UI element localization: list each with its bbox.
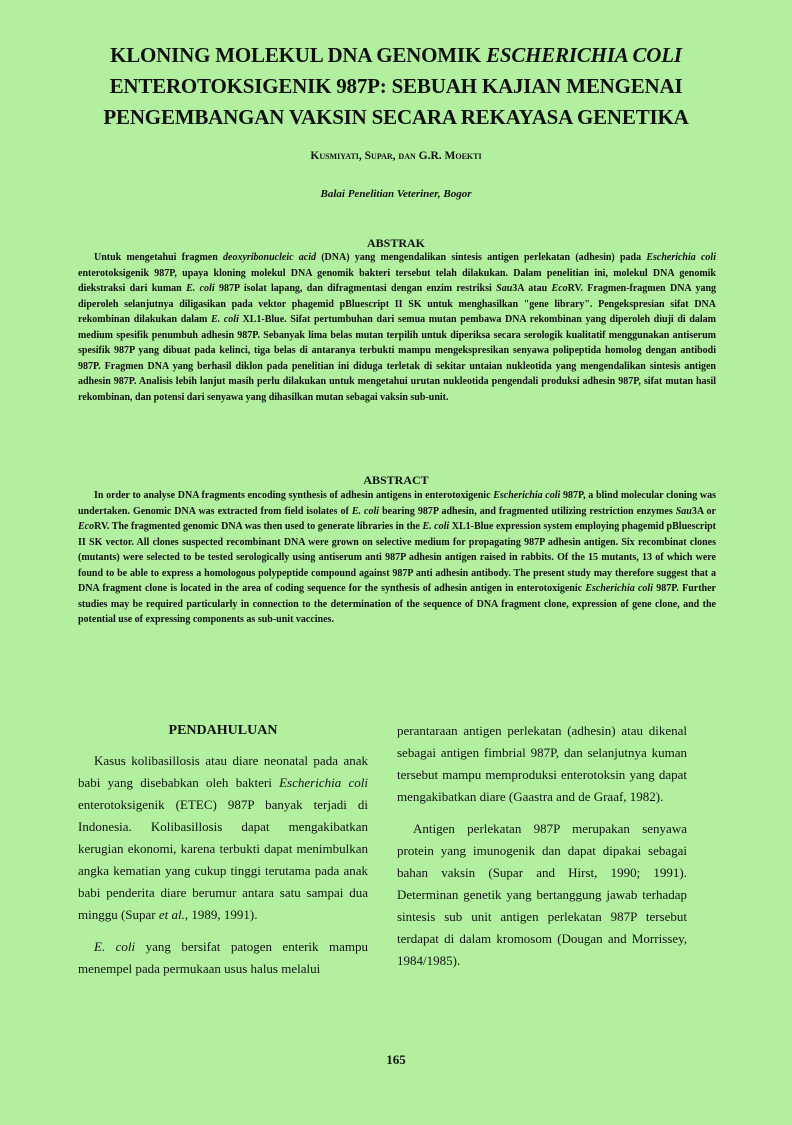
paragraph-4: Antigen perlekatan 987P merupakan senyawa protein yang imunogenik dan dapat dipakai sebagai bahan vaksin (Supar and Hirst, 1990; 1991). Determinan genetik yang bertanggung jawab terhadap sintesis sub unit antigen perlekatan 987P tersebut terdapat di dalam kromosom (Dougan and Morrissey, 1984/1985). — [397, 821, 687, 968]
title-line-2: ENTEROTOKSIGENIK 987P: SEBUAH KAJIAN MENGENAI — [109, 74, 683, 98]
left-column — [78, 720, 368, 990]
affiliation: Balai Penelitian Veteriner, Bogor — [320, 188, 472, 200]
paragraph-2: E. coli yang bersifat patogen enterik mampu menempel pada permukaan usus halus melalui — [78, 939, 368, 976]
title-line-3: PENGEMBANGAN VAKSIN SECARA REKAYASA GENETIKA — [103, 105, 689, 129]
paper-title — [40, 40, 752, 133]
section-heading-pendahuluan: PENDAHULUAN — [168, 723, 278, 738]
title-line-1: KLONING MOLEKUL DNA GENOMIK ESCHERICHIA COLI — [110, 43, 682, 67]
abstrak-heading: ABSTRAK — [366, 236, 425, 250]
abstract-heading: ABSTRACT — [363, 473, 429, 487]
page-number: 165 — [386, 1052, 406, 1067]
author-list: Kusmiyati, Supar, dan G.R. Moekti — [310, 150, 482, 162]
abstract-body: In order to analyse DNA fragments encoding synthesis of adhesin antigens in enterotoxigenic Escherichia coli 987P, a blind molecular cloning was undertaken. Genomic DNA was extracted from field isolates of E. coli bearing 987P adhesin, and fragmented utilizing restriction enzymes Sau3A or EcoRV. The fragmented genomic DNA was then used to generate libraries in the E. coli XL1-Blue expression system employing phagemid pBluescript II SK vector. All clones suspected recombinant DNA were grown on selective medium for propagating 987P adhesin antigen. Six recombinat clones (mutants) were selected to be tested serologically using antiserum anti 987P adhesin antigen raised in rabbits. Of the 15 mutants, 13 of which were found to be able to express a homologous polypeptide compound against 987P anti adhesin antibody. The present study may therefore suggest that a DNA fragment clone is located in the area of coding sequence for the synthesis of adhesin antigen in enterotoxigenic Escherichia coli 987P. Further studies may be required particularly in connection to the determination of the sequence of DNA fragment clone, expression of gene clone, and the potential use of expressing components as sub-unit vaccines. — [78, 490, 717, 625]
right-column — [397, 720, 687, 982]
abstrak-body: Untuk mengetahui fragmen deoxyribonucleic acid (DNA) yang mengendalikan sintesis antigen perlekatan (adhesin) pada Escherichia coli enterotoksigenik 987P, upaya kloning molekul DNA genomik bakteri tersebut telah dilakukan. Dalam penelitian ini, molekul DNA genomik diekstraksi dari kuman E. coli 987P isolat lapang, dan difragmentasi dengan enzim restriksi Sau3A atau EcoRV. Fragmen-fragmen DNA yang diperoleh selanjutnya diligasikan pada vektor phagemid pBluescript II SK untuk menghasilkan "gene library". Pengekspresian sifat DNA rekombinan dilakukan dalam E. coli XL1-Blue. Sifat pertumbuhan dari semua mutan pembawa DNA rekombinan yang diperoleh diuji di dalam medium spesifik penumbuh adhesin 987P. Sebanyak lima belas mutan terpilih untuk diperiksa secara serologik kualitatif menggunakan antiserum spesifik 987P yang dibuat pada kelinci, tiga belas di antaranya terbukti mampu mengekspresikan senyawa polipeptida homolog dengan antibodi 987P. Fragmen DNA yang berhasil diklon pada penelitian ini diduga terletak di sekitar untaian nukleotida yang mengendalikan sintesis antigen adhesin 987P. Analisis lebih lanjut masih perlu dilakukan untuk mengetahui urutan nukleotida pengendali produksi adhesin 987P, sifat mutan hasil rekombinan, dan potensi dari senyawa yang dihasilkan mutan sebagai vaksin sub-unit. — [78, 252, 716, 403]
paragraph-3: perantaraan antigen perlekatan (adhesin) atau dikenal sebagai antigen fimbrial 987P, dan selanjutnya kuman tersebut mampu memproduksi enterotoksin yang dapat mengakibatkan diare (Gaastra and de Graaf, 1982). — [397, 723, 687, 804]
paragraph-1: Kasus kolibasillosis atau diare neonatal pada anak babi yang disebabkan oleh bakteri Escherichia coli enterotoksigenik (ETEC) 987P banyak terjadi di Indonesia. Kolibasillosis dapat mengakibatkan kerugian ekonomi, karena terbukti dapat menimbulkan angka kematian yang cukup tinggi terutama pada anak babi penderita diare berumur antara satu sampai dua minggu (Supar et al., 1989, 1991). — [78, 753, 368, 922]
